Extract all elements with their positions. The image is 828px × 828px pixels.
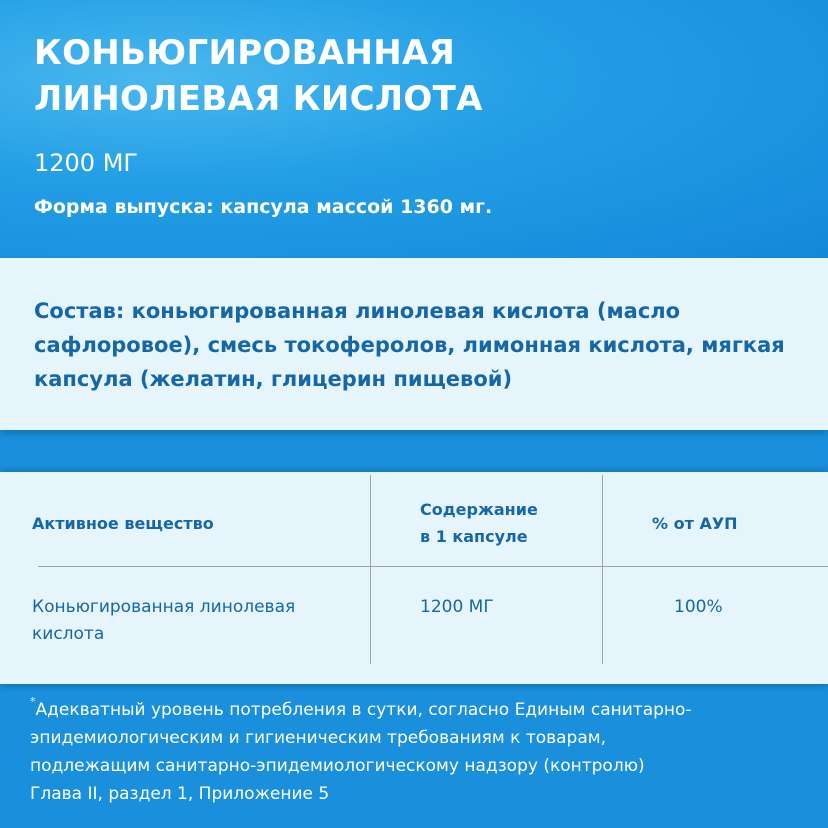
footnote-mark: *: [30, 695, 36, 708]
release-form-label: Форма выпуска: капсула массой 1360 мг.: [34, 196, 493, 218]
cell-substance-line2: кислота: [32, 624, 105, 644]
table-divider: [370, 475, 371, 664]
product-title-line2: ЛИНОЛЕВАЯ КИСЛОТА: [34, 79, 483, 119]
header-percent: % от АУП: [652, 514, 738, 533]
footnote: [30, 696, 810, 808]
table-divider: [602, 475, 603, 664]
header-panel: [0, 0, 828, 258]
cell-substance: [32, 594, 295, 648]
cell-substance-line1: Коньюгированная линолевая: [32, 597, 296, 617]
table-divider: [38, 566, 828, 567]
footnote-line1-text: Адекватный уровень потребления в сутки, согласно Единым санитарно-: [35, 700, 692, 720]
footnote-line1: [30, 696, 810, 724]
active-substance-table: [0, 472, 828, 684]
footnote-line4: Глава II, раздел 1, Приложение 5: [30, 784, 330, 804]
product-title-line1: КОНЬЮГИРОВАННАЯ: [34, 33, 456, 73]
header-content-line2: в 1 капсуле: [420, 527, 528, 546]
footnote-line3: подлежащим санитарно-эпидемиологическому надзору (контролю): [30, 756, 645, 776]
header-content-line1: Содержание: [420, 500, 538, 519]
header-active-substance: Активное вещество: [32, 514, 214, 533]
cell-percent: 100%: [674, 597, 723, 617]
dosage-label: 1200 МГ: [34, 149, 139, 177]
composition-panel: [0, 258, 828, 430]
product-title: [34, 30, 483, 122]
header-content: [420, 496, 538, 550]
composition-text: Состав: коньюгированная линолевая кислота (масло сафлоровое), смесь токоферолов, лимонная кислота, мягкая капсула (желатин, глицерин пищевой): [34, 299, 785, 391]
footnote-line2: эпидемиологическим и гигиеническим требованиям к товарам,: [30, 728, 606, 748]
cell-content: 1200 МГ: [420, 597, 494, 617]
